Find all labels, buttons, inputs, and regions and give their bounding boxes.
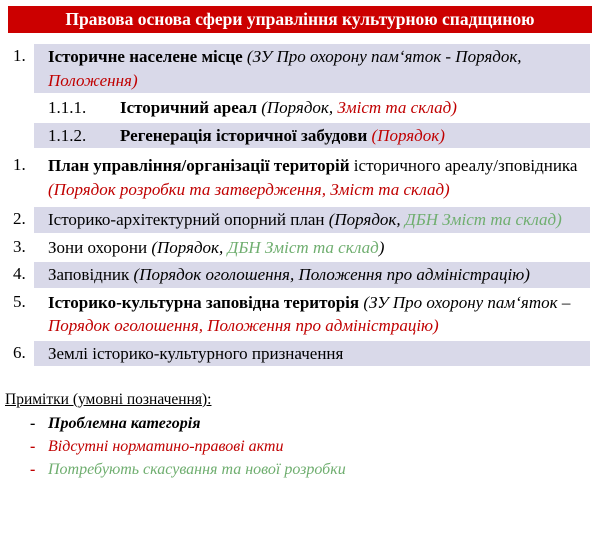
list-item-6 [0, 341, 600, 367]
note-item-need-revision [5, 461, 600, 478]
list-item-5 [0, 290, 600, 339]
list-item-plan [0, 153, 600, 202]
page-title: Правова основа сфери управління культурною спадщиною [65, 9, 535, 29]
list-item-text: 1.1.2. Регенерація історичної забудови (Порядок) [34, 123, 590, 149]
list-item-2 [0, 207, 600, 233]
note-item-missing-acts [5, 438, 600, 455]
list-item-4 [0, 262, 600, 288]
legal-list [0, 44, 600, 366]
list-item-text: 1.1.1. Історичний ареал (Порядок, Зміст та склад) [34, 95, 590, 121]
list-item-text: Історичне населене місце (ЗУ Про охорону пам‘яток - Порядок, Положення) [34, 44, 590, 93]
notes-section [5, 391, 600, 478]
list-item-text: Зони охорони (Порядок, ДБН Зміст та склад) [48, 237, 385, 257]
list-item-number: 1. [13, 155, 26, 174]
indent-spacer [0, 123, 34, 149]
list-item-text: Землі історико-культурного призначення [34, 341, 590, 367]
list-item-number: 4. [13, 264, 26, 283]
list-item-number: 3. [13, 236, 26, 256]
notes-heading: Примітки (умовні позначення): [5, 391, 212, 408]
list-item-number: 2. [13, 209, 26, 228]
header-bar [8, 6, 592, 33]
list-item-3 [0, 235, 600, 261]
note-text: Потребують скасування та нової розробки [48, 461, 346, 478]
list-item-number: 5. [13, 291, 26, 311]
dash-bullet: - [30, 461, 36, 478]
list-item-1-1-2 [0, 123, 600, 149]
list-item-1-1-1 [0, 95, 600, 121]
list-item-text: Історико-архітектурний опорний план (Порядок, ДБН Зміст та склад) [34, 207, 590, 233]
list-item-number: 1.1.1. [48, 98, 87, 117]
dash-bullet: - [30, 438, 36, 455]
list-item-text: План управління/організації територій історичного ареалу/зповідника (Порядок розробки та затвердження, Зміст та склад) [48, 156, 578, 199]
list-item-number: 1.1.2. [48, 125, 87, 145]
note-item-problem [5, 415, 600, 432]
note-text: Проблемна категорія [48, 415, 201, 432]
dash-bullet: - [30, 415, 36, 432]
note-text: Відсутні норматино-правові акти [48, 438, 284, 455]
list-item-text: Заповідник (Порядок оголошення, Положення про адміністрацію) [34, 262, 590, 288]
list-item-text: Історико-культурна заповідна територія (ЗУ Про охорону пам‘яток – Порядок оголошення, Положення про адміністрацію) [48, 292, 571, 335]
indent-spacer [0, 95, 34, 121]
list-item-number: 6. [13, 342, 26, 362]
list-item-1 [0, 44, 600, 93]
list-item-number: 1. [13, 46, 26, 65]
